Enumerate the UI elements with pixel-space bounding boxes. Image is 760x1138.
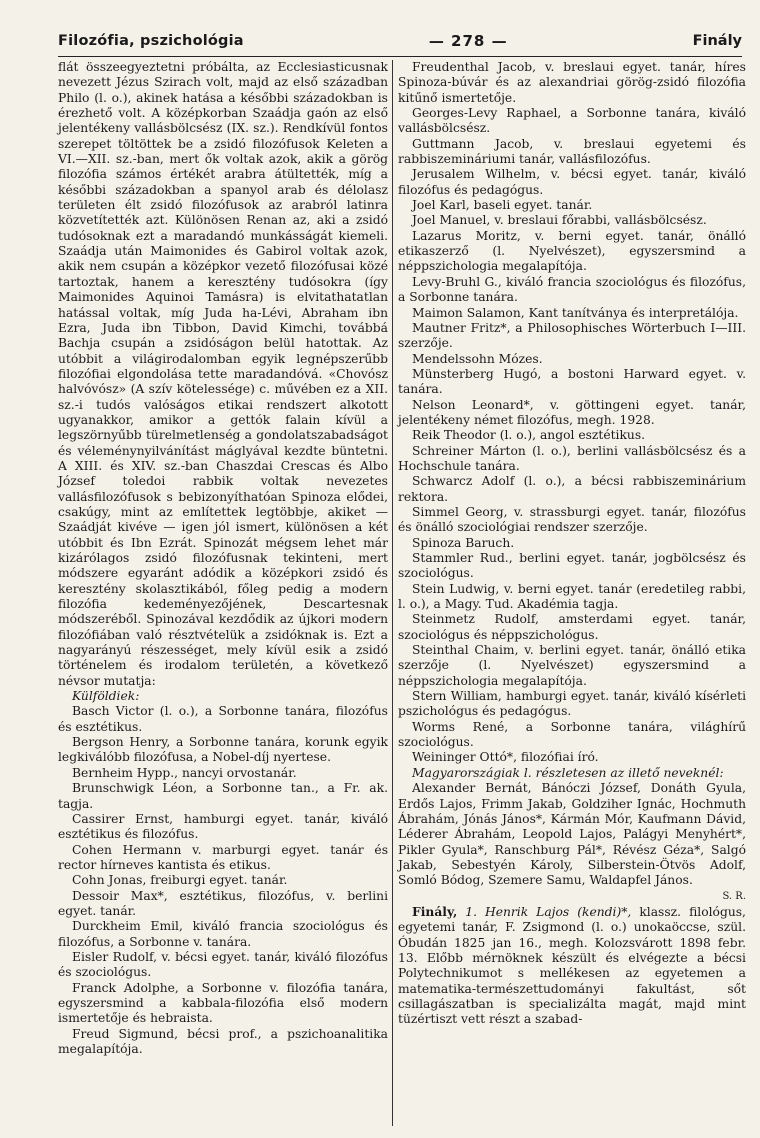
list-item: Cohn Jonas, freiburgi egyet. tanár. — [72, 873, 288, 888]
hungarian-heading: Magyarországiak l. részletesen az illető neveknél: — [412, 765, 724, 780]
list-item: Bergson Henry, a Sorbonne tanára, korunk egyik legkiválóbb filozófusa, a Nobel-díj nyertese. — [58, 735, 388, 765]
list-item: Bernheim Hypp., nancyi orvostanár. — [72, 765, 297, 780]
list-item: Joel Karl, baseli egyet. tanár. — [412, 198, 593, 213]
list-item: Spinoza Baruch. — [412, 535, 515, 550]
list-item: Stern William, hamburgi egyet. tanár, kiváló kísérleti pszichológus és pedagógus. — [398, 689, 746, 719]
right-column — [398, 60, 746, 1028]
author-signature: S. R. — [722, 890, 746, 902]
list-item: Schreiner Márton (l. o.), berlini vallásbölcsész és a Hochschule tanára. — [398, 443, 746, 473]
list-item: Stammler Rud., berlini egyet. tanár, jogbölcsész és szociológus. — [398, 551, 746, 581]
section-title: Filozófia, pszichológia — [58, 33, 244, 49]
list-item: Mendelssohn Mózes. — [412, 351, 543, 366]
list-item: Eisler Rudolf, v. bécsi egyet. tanár, kiváló filozófus és szociológus. — [58, 949, 388, 980]
left-column — [58, 60, 388, 1057]
list-item: Dessoir Max*, esztétikus, filozófus, v. berlini egyet. tanár. — [58, 888, 388, 918]
list-item: Jerusalem Wilhelm, v. bécsi egyet. tanár, kiváló filozófus és pedagógus. — [398, 167, 746, 197]
list-item: Brunschwigk Léon, a Sorbonne tan., a Fr. ak. tagja. — [58, 781, 388, 811]
list-item: Stein Ludwig, v. berni egyet. tanár (eredetileg rabbi, l. o.), a Magy. Tud. Akadémia tagja. — [398, 581, 746, 612]
list-item: Joel Manuel, v. breslaui főrabbi, vallásbölcsész. — [412, 213, 707, 228]
right-entries-list — [398, 60, 746, 766]
finaly-text: klassz. filológus, egyetemi tanár, F. Zsigmond (l. o.) unokaöccse, szül. Óbudán 1825 jan 16., megh. Kolozsvárott 1898 febr. 13. Előbb mérnöknek készült és elvégezte a bécsi Polytechnikumot s mellékesen az egyetemen a matematika-természettudományi fakultást, sőt csillagászatban is specializálta magát, majd mint tüzértiszt vett részt a szabad- — [398, 904, 746, 1027]
list-item: Georges-Levy Raphael, a Sorbonne tanára, kiváló vallásbölcsész. — [398, 106, 746, 136]
finaly-name: 1. Henrik Lajos (kendi)*, — [465, 904, 632, 919]
list-item: Nelson Leonard*, v. göttingeni egyet. tanár, jelentékeny német filozófus, megh. 1928. — [398, 397, 746, 427]
left-entries-list — [58, 704, 388, 1057]
list-item: Worms René, a Sorbonne tanára, világhírű szociológus. — [398, 719, 746, 750]
list-item: Franck Adolphe, a Sorbonne v. filozófia tanára, egyszersmind a kabbala-filozófia első modern ismertetője és hebraista. — [58, 980, 388, 1026]
list-item: Durckheim Emil, kiváló francia szociológus és filozófus, a Sorbonne v. tanára. — [58, 919, 388, 949]
finaly-entry — [398, 904, 746, 1028]
column-divider — [392, 60, 393, 1126]
header-rule — [58, 56, 742, 57]
intro-paragraph: flát összeegyeztetni próbálta, az Ecclesiasticusnak nevezett Jézus Szirach volt, majd az első században Philo (l. o.), akinek hatása a későbbi századokban is érezhető volt. A középkorban Szaádja gaón az első jelentékeny vallásbölcsész (IX. sz.). Rendkívül fontos szerepet töltöttek be a zsidó filozófusok Keleten a VI.—XII. sz.-ban, mert ők voltak azok, akik a görög filozófia számos értékét arabra átültették, míg a későbbi századokban a spanyol arab és délolasz területen élt zsidó filozófusok az arabról latinra közvetítették azt. Különösen Renan az, aki a zsidó tudósoknak ezt a maradandó munkásságát kiemeli. Szaádja után Maimonides és Gabirol voltak azok, akik nem csupán a középkor vezető filozófusai közé tartoztak, hanem a keresztény tudósokra (így Maimonides Aquinoi Tamásra) is elvitathatatlan hatással voltak, míg Juda ha-Lévi, Abraham ibn Ezra, Juda ibn Tibbon, David Kimchi, továbbá Bachja csupán a zsidóságon belül hatottak. Az utóbbit a világirodalomban egyik legnépszerűbb filozófiai elgondolása tette maradandóvá. «Chovósz halvóvósz» (A szív kötelessége) c. művében ez a XII. sz.-i tudós valóságos etikai rendszert alkotott ugyanakkor, amikor a gettók falain kívül a legszörnyűbb türelmetlenség a gondolatszabadságot és véleménynyilvánítást máglyával kezdte büntetni. A XIII. és XIV. sz.-ban Chaszdai Crescas és Albo József toledoi rabbik voltak nevezetes vallásfilozófusok s bebizonyíthatóan Spinoza elődei, csakúgy, mint az említettek legtöbbje, akiket — Szaádját kivéve — igen jól ismert, különösen a két utóbbit és Ibn Ezrát. Spinozát mégsem lehet már kizárólagos zsidó filozófusnak tekinteni, mert módszere egyaránt adódik a középkori zsidó és keresztény skolasztikából, főleg pedig a modern filozófia kedeményezőjének, Descartesnak módszeréből. Spinozával kezdődik az újkori modern filozófiában való résztvételük a zsidóknak is. Ezt a nagyarányú részességet, mely kívül esik a zsidó történelem és irodalom területén, a következő névsor mutatja: — [58, 60, 388, 688]
list-item: Mautner Fritz*, a Philosophisches Wörterbuch I—III. szerzője. — [398, 320, 746, 351]
list-item: Steinthal Chaim, v. berlini egyet. tanár, önálló etika szerzője (l. Nyelvészet) egyszersmind a néppszichologia megalapítója. — [398, 643, 746, 688]
list-item: Maimon Salamon, Kant tanítványa és interpretálója. — [412, 305, 739, 320]
list-item: Münsterberg Hugó, a bostoni Harward egyet. v. tanára. — [398, 366, 746, 397]
foreigners-heading: Külföldiek: — [72, 689, 140, 704]
hungarian-list: Alexander Bernát, Bánóczi József, Donáth Gyula, Erdős Lajos, Frimm Jakab, Goldziher Ignác, Hochmuth Ábrahám, Jónás János*, Kármán Mór, Kaufmann Dávid, Léderer Ábrahám, Leopold Lajos, Palágyi Menyhért*, Pikler Gyula*, Ranschburg Pál*, Révész Géza*, Salgó Jakab, Sebestyén Károly, Silberstein-Ötvös Adolf, Somló Bódog, Szemere Samu, Waldapfel János. — [398, 781, 746, 888]
list-item: Cassirer Ernst, hamburgi egyet. tanár, kiváló esztétikus és filozófus. — [58, 811, 388, 842]
finaly-headword: Finály, — [412, 903, 458, 919]
list-item: Cohen Hermann v. marburgi egyet. tanár és rector hírneves kantista és etikus. — [58, 842, 388, 872]
page-number: — 278 — — [428, 32, 508, 50]
list-item: Freudenthal Jacob, v. breslaui egyet. tanár, híres Spinoza-búvár és az alexandriai görög-zsidó filozófia kitűnő ismertetője. — [398, 60, 746, 105]
list-item: Steinmetz Rudolf, amsterdami egyet. tanár, szociológus és néppszichológus. — [398, 612, 746, 642]
list-item: Simmel Georg, v. strassburgi egyet. tanár, filozófus és önálló szociológiai rendszer szerzője. — [398, 504, 746, 535]
list-item: Freud Sigmund, bécsi prof., a pszichoanalitika megalapítója. — [58, 1026, 388, 1056]
list-item: Schwarcz Adolf (l. o.), a bécsi rabbiszeminárium rektora. — [398, 474, 746, 504]
page-header — [58, 27, 742, 55]
list-item: Levy-Bruhl G., kiváló francia szociológus és filozófus, a Sorbonne tanára. — [398, 274, 746, 305]
list-item: Lazarus Moritz, v. berni egyet. tanár, önálló etikaszerző (l. Nyelvészet), egyszersmind a néppszichologia megalapítója. — [398, 228, 746, 274]
list-item: Basch Victor (l. o.), a Sorbonne tanára, filozófus és esztétikus. — [58, 704, 388, 734]
list-item: Guttmann Jacob, v. breslaui egyetemi és rabbiszemináriumi tanár, vallásfilozófus. — [398, 136, 746, 167]
list-item: Reik Theodor (l. o.), angol esztétikus. — [412, 428, 646, 443]
list-item: Weininger Ottó*, filozófiai író. — [412, 750, 599, 765]
running-head-word: Finály — [692, 33, 742, 49]
